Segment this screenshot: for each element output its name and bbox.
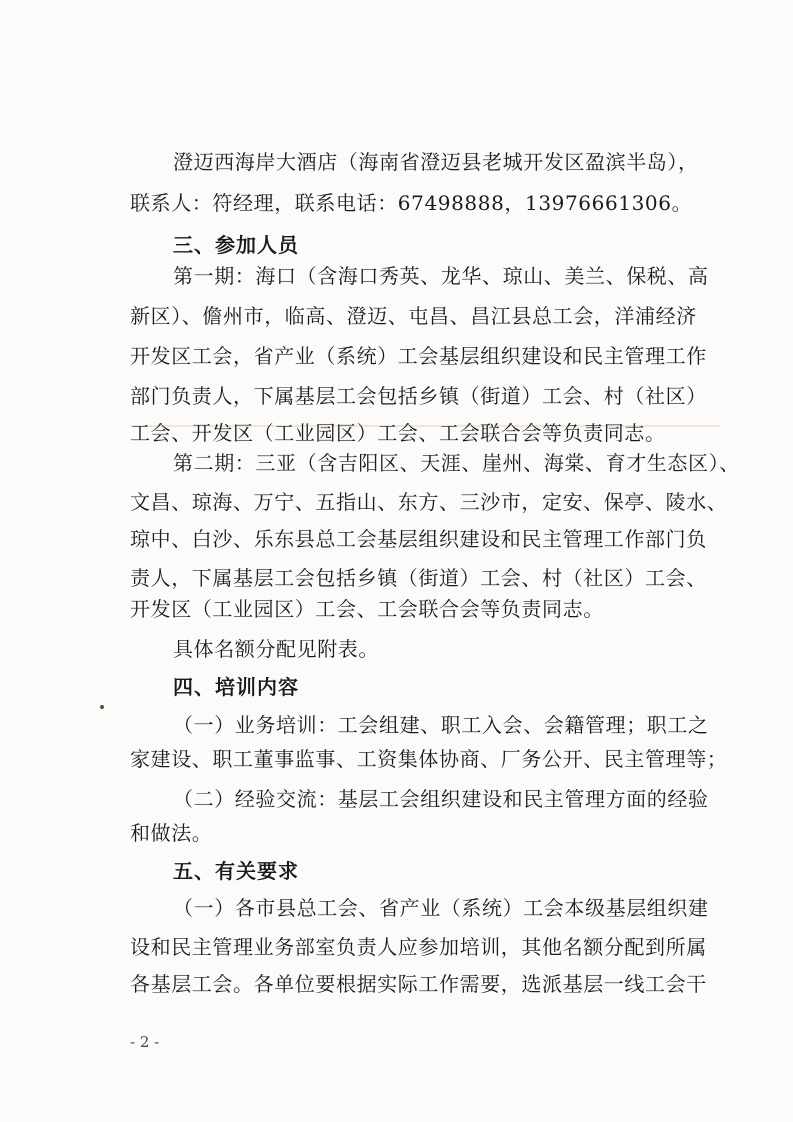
- text-line: （一）各市县总工会、省产业（系统）工会本级基层组织建: [173, 896, 709, 920]
- section-heading-5: 五、有关要求: [173, 859, 299, 883]
- page-number: - 2 -: [130, 1033, 160, 1051]
- ink-speck: [100, 705, 104, 709]
- text-line: 第二期：三亚（含吉阳区、天涯、崖州、海棠、育才生态区）、: [173, 451, 740, 475]
- text-line: 开发区工会，省产业（系统）工会基层组织建设和民主管理工作: [130, 344, 707, 368]
- text-line: 澄迈西海岸大酒店（海南省澄迈县老城开发区盈滨半岛），: [173, 150, 699, 174]
- text-line: 具体名额分配见附表。: [173, 637, 379, 661]
- text-line: 工会、开发区（工业园区）工会、工会联合会等负责同志。: [130, 421, 666, 445]
- text-line: 责人，下属基层工会包括乡镇（街道）工会、村（社区）工会、: [130, 566, 707, 590]
- text-line: 琼中、白沙、乐东县总工会基层组织建设和民主管理工作部门负: [130, 527, 707, 551]
- text-line: 开发区（工业园区）工会、工会联合会等负责同志。: [130, 597, 604, 621]
- text-line: 和做法。: [130, 821, 213, 845]
- text-line: 第一期：海口（含海口秀英、龙华、琼山、美兰、保税、高: [173, 264, 709, 288]
- text-line: 部门负责人，下属基层工会包括乡镇（街道）工会、村（社区）: [130, 384, 707, 408]
- section-heading-4: 四、培训内容: [173, 675, 299, 699]
- text-line: 新区）、儋州市，临高、澄迈、屯昌、昌江县总工会，洋浦经济: [130, 304, 697, 328]
- text-line: 联系人：符经理，联系电话：67498888，13976661306。: [130, 191, 693, 215]
- text-line: 文昌、琼海、万宁、五指山、东方、三沙市，定安、保亭、陵水、: [130, 490, 728, 514]
- section-heading-3: 三、参加人员: [173, 233, 299, 257]
- text-line: 设和民主管理业务部室负责人应参加培训，其他名额分配到所属: [130, 935, 707, 959]
- text-line: 家建设、职工董事监事、工资集体协商、厂务公开、民主管理等；: [130, 747, 728, 771]
- text-line: （一）业务培训：工会组建、职工入会、会籍管理；职工之: [173, 713, 709, 737]
- text-line: （二）经验交流：基层工会组织建设和民主管理方面的经验: [173, 787, 709, 811]
- text-line: 各基层工会。各单位要根据实际工作需要，选派基层一线工会干: [130, 972, 707, 996]
